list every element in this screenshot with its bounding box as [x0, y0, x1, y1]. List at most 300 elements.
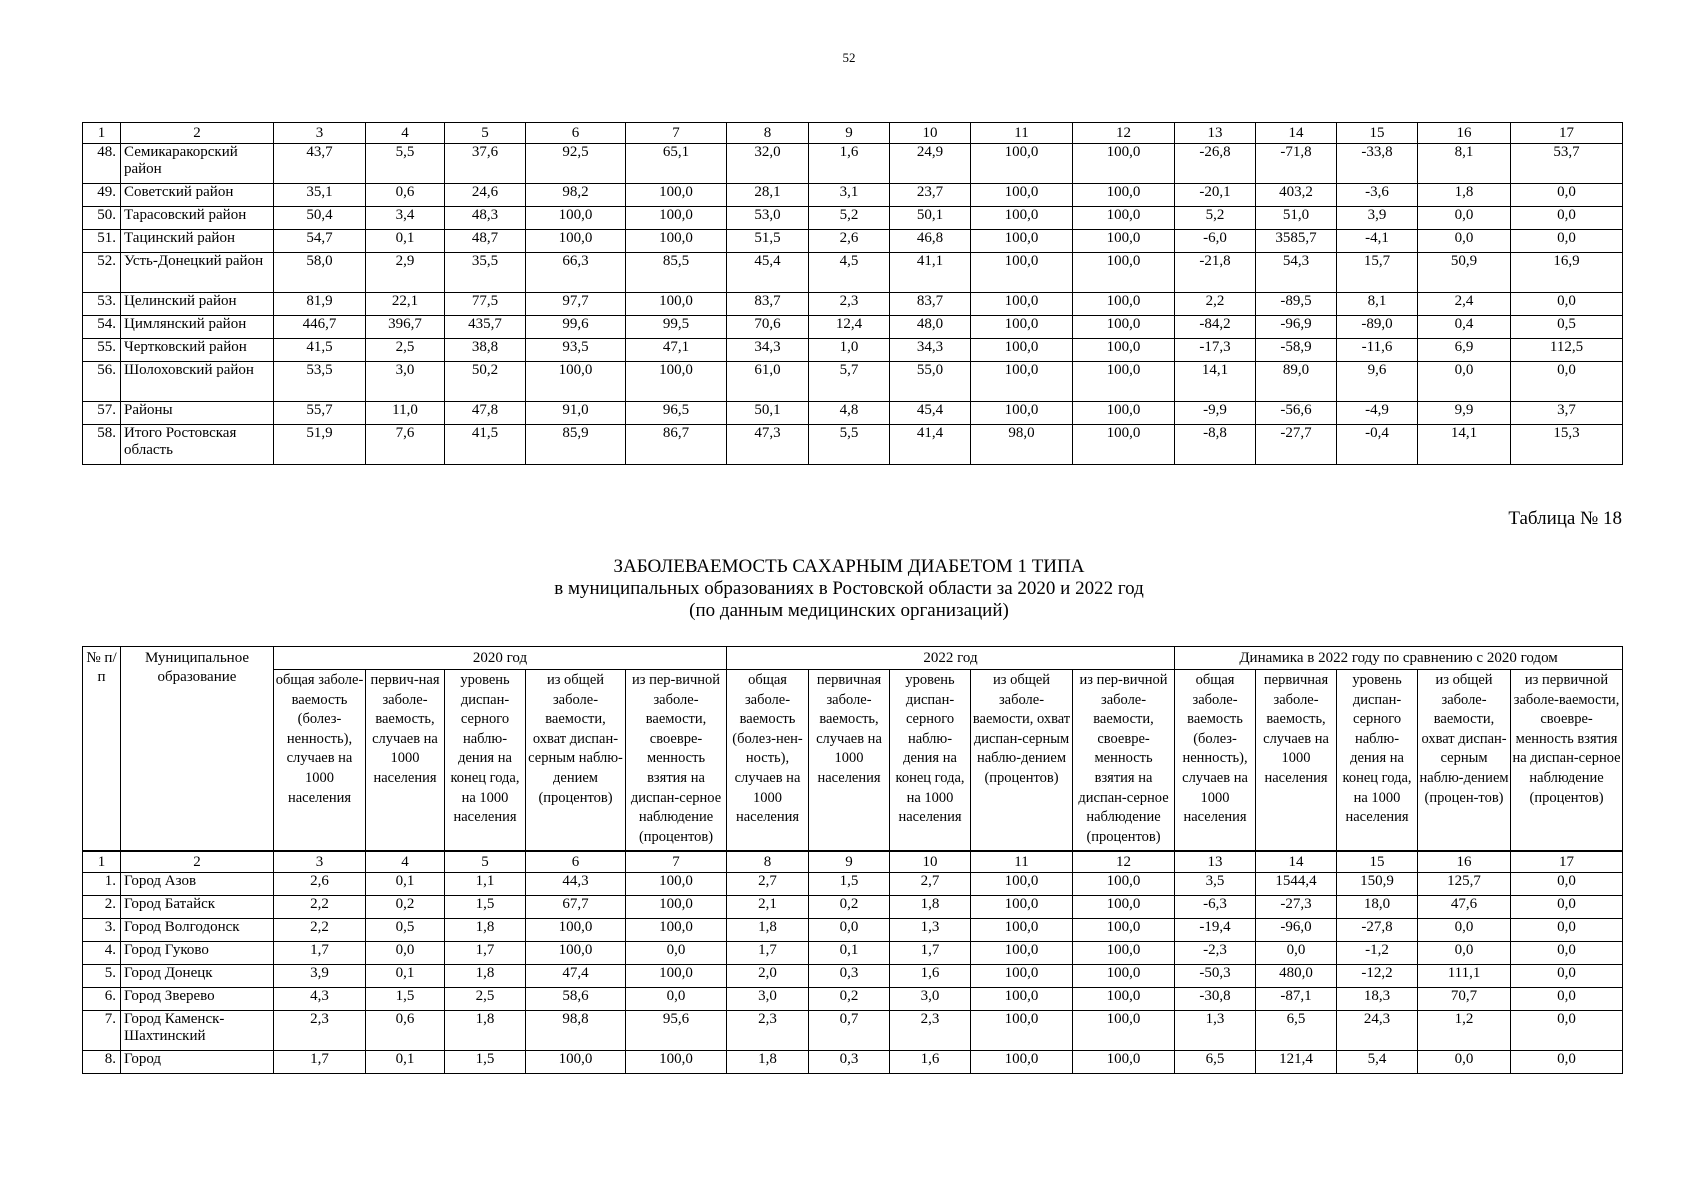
value-cell: 1544,4 [1256, 873, 1337, 896]
value-cell: 100,0 [526, 230, 626, 253]
value-cell: 24,3 [1337, 1011, 1418, 1051]
col-num-header: № п/п [83, 647, 121, 852]
subcolumn-header: из общей заболе-ваемости, охват диспан-серным наблю-дением (процен-тов) [1418, 670, 1511, 852]
value-cell: 3,0 [890, 988, 971, 1011]
row-number: 53. [83, 293, 121, 316]
table-row [83, 896, 1623, 919]
value-cell: -96,0 [1256, 919, 1337, 942]
value-cell: 0,0 [1418, 207, 1511, 230]
value-cell: 100,0 [626, 919, 727, 942]
column-index-cell: 10 [890, 851, 971, 873]
value-cell: 1,7 [727, 942, 809, 965]
value-cell: 1,5 [809, 873, 890, 896]
column-index-cell: 8 [727, 123, 809, 144]
value-cell: 2,6 [274, 873, 366, 896]
subcolumn-header: уровень диспан-серного наблю-дения на конец года, на 1000 населения [1337, 670, 1418, 852]
value-cell: 99,5 [626, 316, 727, 339]
row-number: 4. [83, 942, 121, 965]
value-cell: 100,0 [1073, 919, 1175, 942]
value-cell: 0,1 [366, 965, 445, 988]
value-cell: 5,5 [366, 144, 445, 184]
value-cell: 3,1 [809, 184, 890, 207]
value-cell: -71,8 [1256, 144, 1337, 184]
column-index-cell: 15 [1337, 851, 1418, 873]
row-number: 52. [83, 253, 121, 293]
value-cell: 100,0 [1073, 896, 1175, 919]
value-cell: 86,7 [626, 425, 727, 465]
column-index-cell: 8 [727, 851, 809, 873]
value-cell: 0,2 [366, 896, 445, 919]
column-index-cell: 11 [971, 851, 1073, 873]
table-row [83, 402, 1623, 425]
value-cell: 4,5 [809, 253, 890, 293]
subcolumn-header: общая заболе-ваемость (болез-ненность), случаев на 1000 населения [274, 670, 366, 852]
value-cell: 100,0 [971, 942, 1073, 965]
value-cell: -12,2 [1337, 965, 1418, 988]
value-cell: 112,5 [1511, 339, 1623, 362]
value-cell: 96,5 [626, 402, 727, 425]
value-cell: -89,5 [1256, 293, 1337, 316]
value-cell: 100,0 [1073, 184, 1175, 207]
row-number: 5. [83, 965, 121, 988]
value-cell: 35,5 [445, 253, 526, 293]
table-title: ЗАБОЛЕВАЕМОСТЬ САХАРНЫМ ДИАБЕТОМ 1 ТИПА [613, 556, 1085, 577]
value-cell: 2,0 [727, 965, 809, 988]
value-cell: 93,5 [526, 339, 626, 362]
value-cell: -33,8 [1337, 144, 1418, 184]
value-cell: 1,0 [809, 339, 890, 362]
value-cell: 98,2 [526, 184, 626, 207]
value-cell: 47,1 [626, 339, 727, 362]
column-index-cell: 5 [445, 123, 526, 144]
value-cell: 0,0 [1511, 293, 1623, 316]
value-cell: 3,7 [1511, 402, 1623, 425]
value-cell: -27,7 [1256, 425, 1337, 465]
value-cell: 37,6 [445, 144, 526, 184]
value-cell: -96,9 [1256, 316, 1337, 339]
municipality-name: Тарасовский район [121, 207, 274, 230]
subcolumn-header: первичная заболе-ваемость, случаев на 1000 населения [809, 670, 890, 852]
value-cell: 48,0 [890, 316, 971, 339]
value-cell: 70,7 [1418, 988, 1511, 1011]
column-index-cell: 5 [445, 851, 526, 873]
value-cell: 6,5 [1175, 1051, 1256, 1074]
column-index-cell: 4 [366, 123, 445, 144]
column-index-cell: 10 [890, 123, 971, 144]
value-cell: 1,7 [445, 942, 526, 965]
value-cell: 98,0 [971, 425, 1073, 465]
value-cell: 100,0 [1073, 230, 1175, 253]
value-cell: 100,0 [626, 896, 727, 919]
value-cell: 0,0 [626, 988, 727, 1011]
subcolumn-header: уровень диспан-серного наблю-дения на конец года, на 1000 населения [890, 670, 971, 852]
table-row [83, 316, 1623, 339]
value-cell: 1,6 [890, 1051, 971, 1074]
value-cell: 0,0 [1511, 873, 1623, 896]
value-cell: -19,4 [1175, 919, 1256, 942]
value-cell: 100,0 [1073, 965, 1175, 988]
value-cell: 1,7 [890, 942, 971, 965]
value-cell: 7,6 [366, 425, 445, 465]
row-number: 8. [83, 1051, 121, 1074]
row-number: 6. [83, 988, 121, 1011]
value-cell: 45,4 [890, 402, 971, 425]
table-row [83, 965, 1623, 988]
value-cell: 3,0 [727, 988, 809, 1011]
value-cell: 54,7 [274, 230, 366, 253]
value-cell: 4,8 [809, 402, 890, 425]
value-cell: 0,0 [1511, 1051, 1623, 1074]
row-number: 56. [83, 362, 121, 402]
value-cell: 0,5 [366, 919, 445, 942]
value-cell: 46,8 [890, 230, 971, 253]
municipality-name: Город [121, 1051, 274, 1074]
value-cell: 0,0 [1418, 919, 1511, 942]
value-cell: 2,9 [366, 253, 445, 293]
value-cell: 47,6 [1418, 896, 1511, 919]
value-cell: 100,0 [971, 1051, 1073, 1074]
value-cell: -17,3 [1175, 339, 1256, 362]
value-cell: 81,9 [274, 293, 366, 316]
value-cell: 100,0 [526, 1051, 626, 1074]
value-cell: 1,2 [1418, 1011, 1511, 1051]
value-cell: 100,0 [1073, 362, 1175, 402]
municipality-name: Город Донецк [121, 965, 274, 988]
group-2020-header: 2020 год [274, 647, 727, 670]
row-number: 7. [83, 1011, 121, 1051]
value-cell: -56,6 [1256, 402, 1337, 425]
column-index-cell: 3 [274, 123, 366, 144]
municipality-name: Город Батайск [121, 896, 274, 919]
value-cell: 1,7 [274, 1051, 366, 1074]
value-cell: 100,0 [526, 942, 626, 965]
value-cell: 0,0 [1511, 207, 1623, 230]
value-cell: 4,3 [274, 988, 366, 1011]
value-cell: 1,1 [445, 873, 526, 896]
value-cell: 0,0 [809, 919, 890, 942]
value-cell: 0,0 [1511, 896, 1623, 919]
value-cell: 0,3 [809, 965, 890, 988]
value-cell: 32,0 [727, 144, 809, 184]
value-cell: 100,0 [971, 1011, 1073, 1051]
row-number: 51. [83, 230, 121, 253]
table-row [83, 253, 1623, 293]
value-cell: -27,3 [1256, 896, 1337, 919]
value-cell: -0,4 [1337, 425, 1418, 465]
value-cell: 67,7 [526, 896, 626, 919]
value-cell: 100,0 [971, 253, 1073, 293]
value-cell: 5,2 [809, 207, 890, 230]
value-cell: 85,5 [626, 253, 727, 293]
column-index-cell: 1 [83, 123, 121, 144]
value-cell: 48,7 [445, 230, 526, 253]
value-cell: 50,1 [890, 207, 971, 230]
value-cell: 95,6 [626, 1011, 727, 1051]
column-index-cell: 1 [83, 851, 121, 873]
value-cell: 0,0 [1511, 362, 1623, 402]
row-number: 54. [83, 316, 121, 339]
value-cell: 2,5 [445, 988, 526, 1011]
value-cell: 1,5 [445, 896, 526, 919]
municipality-name: Город Каменск-Шахтинский [121, 1011, 274, 1051]
value-cell: 2,3 [727, 1011, 809, 1051]
row-number: 55. [83, 339, 121, 362]
value-cell: 24,6 [445, 184, 526, 207]
value-cell: -1,2 [1337, 942, 1418, 965]
value-cell: 0,2 [809, 988, 890, 1011]
value-cell: 12,4 [809, 316, 890, 339]
subcolumn-header: первичная заболе-ваемость, случаев на 1000 населения [1256, 670, 1337, 852]
value-cell: 111,1 [1418, 965, 1511, 988]
value-cell: 23,7 [890, 184, 971, 207]
value-cell: -27,8 [1337, 919, 1418, 942]
value-cell: -21,8 [1175, 253, 1256, 293]
page-number: 52 [842, 50, 856, 65]
value-cell: -8,8 [1175, 425, 1256, 465]
value-cell: 47,4 [526, 965, 626, 988]
value-cell: 97,7 [526, 293, 626, 316]
value-cell: 100,0 [971, 965, 1073, 988]
value-cell: 100,0 [1073, 988, 1175, 1011]
column-index-cell: 7 [626, 123, 727, 144]
table-row [83, 207, 1623, 230]
value-cell: -11,6 [1337, 339, 1418, 362]
value-cell: 41,5 [274, 339, 366, 362]
value-cell: 2,7 [890, 873, 971, 896]
value-cell: 1,8 [1418, 184, 1511, 207]
value-cell: 2,3 [890, 1011, 971, 1051]
value-cell: 2,3 [274, 1011, 366, 1051]
value-cell: 18,0 [1337, 896, 1418, 919]
value-cell: 0,0 [1418, 362, 1511, 402]
value-cell: 2,2 [274, 919, 366, 942]
column-index-cell: 14 [1256, 851, 1337, 873]
value-cell: 3,9 [1337, 207, 1418, 230]
value-cell: 100,0 [971, 362, 1073, 402]
value-cell: 44,3 [526, 873, 626, 896]
value-cell: 446,7 [274, 316, 366, 339]
value-cell: 50,2 [445, 362, 526, 402]
municipality-name: Целинский район [121, 293, 274, 316]
value-cell: 0,1 [366, 873, 445, 896]
value-cell: 100,0 [1073, 253, 1175, 293]
value-cell: 100,0 [971, 402, 1073, 425]
table-row [83, 362, 1623, 402]
value-cell: -50,3 [1175, 965, 1256, 988]
value-cell: -26,8 [1175, 144, 1256, 184]
group-dynamics-header: Динамика в 2022 году по сравнению с 2020 годом [1175, 647, 1623, 670]
value-cell: -89,0 [1337, 316, 1418, 339]
value-cell: 3,0 [366, 362, 445, 402]
value-cell: -30,8 [1175, 988, 1256, 1011]
value-cell: 0,7 [809, 1011, 890, 1051]
value-cell: 85,9 [526, 425, 626, 465]
column-index-cell: 3 [274, 851, 366, 873]
table-label: Таблица № 18 [1508, 508, 1622, 529]
value-cell: 9,6 [1337, 362, 1418, 402]
value-cell: 55,0 [890, 362, 971, 402]
value-cell: 100,0 [971, 230, 1073, 253]
value-cell: 89,0 [1256, 362, 1337, 402]
value-cell: 100,0 [526, 919, 626, 942]
subcolumn-header: из пер-вичной заболе-ваемости, своевре-менность взятия на диспан-серное наблюдение (процентов) [626, 670, 727, 852]
value-cell: 0,0 [1511, 184, 1623, 207]
value-cell: 2,3 [809, 293, 890, 316]
value-cell: 50,4 [274, 207, 366, 230]
value-cell: 1,8 [727, 1051, 809, 1074]
top-table [82, 122, 1623, 465]
value-cell: 100,0 [626, 873, 727, 896]
row-number: 58. [83, 425, 121, 465]
value-cell: 100,0 [626, 1051, 727, 1074]
value-cell: 83,7 [727, 293, 809, 316]
value-cell: 41,1 [890, 253, 971, 293]
column-index-cell: 4 [366, 851, 445, 873]
value-cell: 14,1 [1175, 362, 1256, 402]
value-cell: 100,0 [1073, 873, 1175, 896]
table-row [83, 1051, 1623, 1074]
value-cell: 1,8 [445, 1011, 526, 1051]
value-cell: 0,0 [1511, 942, 1623, 965]
column-index-cell: 17 [1511, 851, 1623, 873]
value-cell: 0,0 [1511, 965, 1623, 988]
row-number: 50. [83, 207, 121, 230]
municipality-name: Семикаракорский район [121, 144, 274, 184]
table-row [83, 293, 1623, 316]
value-cell: 2,2 [274, 896, 366, 919]
value-cell: 34,3 [890, 339, 971, 362]
value-cell: 100,0 [971, 339, 1073, 362]
value-cell: 51,0 [1256, 207, 1337, 230]
value-cell: 0,5 [1511, 316, 1623, 339]
value-cell: 65,1 [626, 144, 727, 184]
value-cell: 34,3 [727, 339, 809, 362]
value-cell: 100,0 [971, 184, 1073, 207]
value-cell: 55,7 [274, 402, 366, 425]
value-cell: 100,0 [1073, 207, 1175, 230]
value-cell: 1,5 [366, 988, 445, 1011]
value-cell: 3,9 [274, 965, 366, 988]
value-cell: 51,5 [727, 230, 809, 253]
value-cell: 0,0 [1256, 942, 1337, 965]
value-cell: 50,9 [1418, 253, 1511, 293]
column-index-cell: 7 [626, 851, 727, 873]
row-number: 57. [83, 402, 121, 425]
subcolumn-header: первич-ная заболе-ваемость, случаев на 1000 населения [366, 670, 445, 852]
value-cell: 0,1 [366, 230, 445, 253]
subcolumn-header: общая заболе-ваемость (болез-ненность), случаев на 1000 населения [1175, 670, 1256, 852]
municipality-name: Город Волгодонск [121, 919, 274, 942]
value-cell: 6,5 [1256, 1011, 1337, 1051]
value-cell: 1,3 [1175, 1011, 1256, 1051]
value-cell: 100,0 [626, 230, 727, 253]
value-cell: 6,9 [1418, 339, 1511, 362]
value-cell: 100,0 [971, 896, 1073, 919]
row-number: 48. [83, 144, 121, 184]
value-cell: 121,4 [1256, 1051, 1337, 1074]
value-cell: 8,1 [1337, 293, 1418, 316]
value-cell: 100,0 [1073, 339, 1175, 362]
value-cell: 98,8 [526, 1011, 626, 1051]
value-cell: 1,8 [890, 896, 971, 919]
value-cell: -6,0 [1175, 230, 1256, 253]
value-cell: 0,4 [1418, 316, 1511, 339]
value-cell: -4,9 [1337, 402, 1418, 425]
subcolumn-header: из первичной заболе-ваемости, своевре-менность взятия на диспан-серное наблюдение (процентов) [1511, 670, 1623, 852]
value-cell: 125,7 [1418, 873, 1511, 896]
table-row [83, 184, 1623, 207]
value-cell: 0,0 [1418, 942, 1511, 965]
municipality-name: Советский район [121, 184, 274, 207]
value-cell: 100,0 [626, 362, 727, 402]
value-cell: 24,9 [890, 144, 971, 184]
value-cell: 100,0 [526, 362, 626, 402]
value-cell: 1,3 [890, 919, 971, 942]
value-cell: 100,0 [971, 919, 1073, 942]
value-cell: 1,8 [445, 919, 526, 942]
municipality-name: Цимлянский район [121, 316, 274, 339]
municipality-name: Шолоховский район [121, 362, 274, 402]
value-cell: 396,7 [366, 316, 445, 339]
value-cell: 0,0 [366, 942, 445, 965]
value-cell: 100,0 [1073, 1051, 1175, 1074]
value-cell: 5,2 [1175, 207, 1256, 230]
value-cell: 100,0 [1073, 144, 1175, 184]
value-cell: 51,9 [274, 425, 366, 465]
subcolumn-header: из общей заболе-ваемости, охват диспан-серным наблю-дением (процентов) [971, 670, 1073, 852]
table-row [83, 1011, 1623, 1051]
value-cell: 3,5 [1175, 873, 1256, 896]
value-cell: -58,9 [1256, 339, 1337, 362]
column-index-cell: 9 [809, 123, 890, 144]
group-2022-header: 2022 год [727, 647, 1175, 670]
column-index-cell: 2 [121, 123, 274, 144]
value-cell: 435,7 [445, 316, 526, 339]
value-cell: 47,8 [445, 402, 526, 425]
value-cell: 100,0 [971, 988, 1073, 1011]
column-index-cell: 12 [1073, 851, 1175, 873]
value-cell: -6,3 [1175, 896, 1256, 919]
value-cell: 14,1 [1418, 425, 1511, 465]
value-cell: 100,0 [971, 873, 1073, 896]
value-cell: 45,4 [727, 253, 809, 293]
value-cell: 403,2 [1256, 184, 1337, 207]
municipality-name: Районы [121, 402, 274, 425]
value-cell: 2,6 [809, 230, 890, 253]
subcolumn-header: из общей заболе-ваемости, охват диспан-серным наблю-дением (процентов) [526, 670, 626, 852]
value-cell: 100,0 [1073, 942, 1175, 965]
value-cell: 58,0 [274, 253, 366, 293]
value-cell: 0,2 [809, 896, 890, 919]
table-subtitle: в муниципальных образованиях в Ростовской области за 2020 и 2022 год [554, 578, 1144, 599]
municipality-name: Итого Ростовская область [121, 425, 274, 465]
value-cell: 100,0 [526, 207, 626, 230]
table-row [83, 942, 1623, 965]
column-index-row [83, 851, 1623, 873]
value-cell: 100,0 [626, 293, 727, 316]
value-cell: 53,0 [727, 207, 809, 230]
column-index-cell: 13 [1175, 851, 1256, 873]
value-cell: 28,1 [727, 184, 809, 207]
row-number: 49. [83, 184, 121, 207]
value-cell: 1,8 [727, 919, 809, 942]
value-cell: 100,0 [971, 316, 1073, 339]
value-cell: -4,1 [1337, 230, 1418, 253]
value-cell: 22,1 [366, 293, 445, 316]
table-row [83, 988, 1623, 1011]
value-cell: 0,0 [1418, 1051, 1511, 1074]
value-cell: 8,1 [1418, 144, 1511, 184]
